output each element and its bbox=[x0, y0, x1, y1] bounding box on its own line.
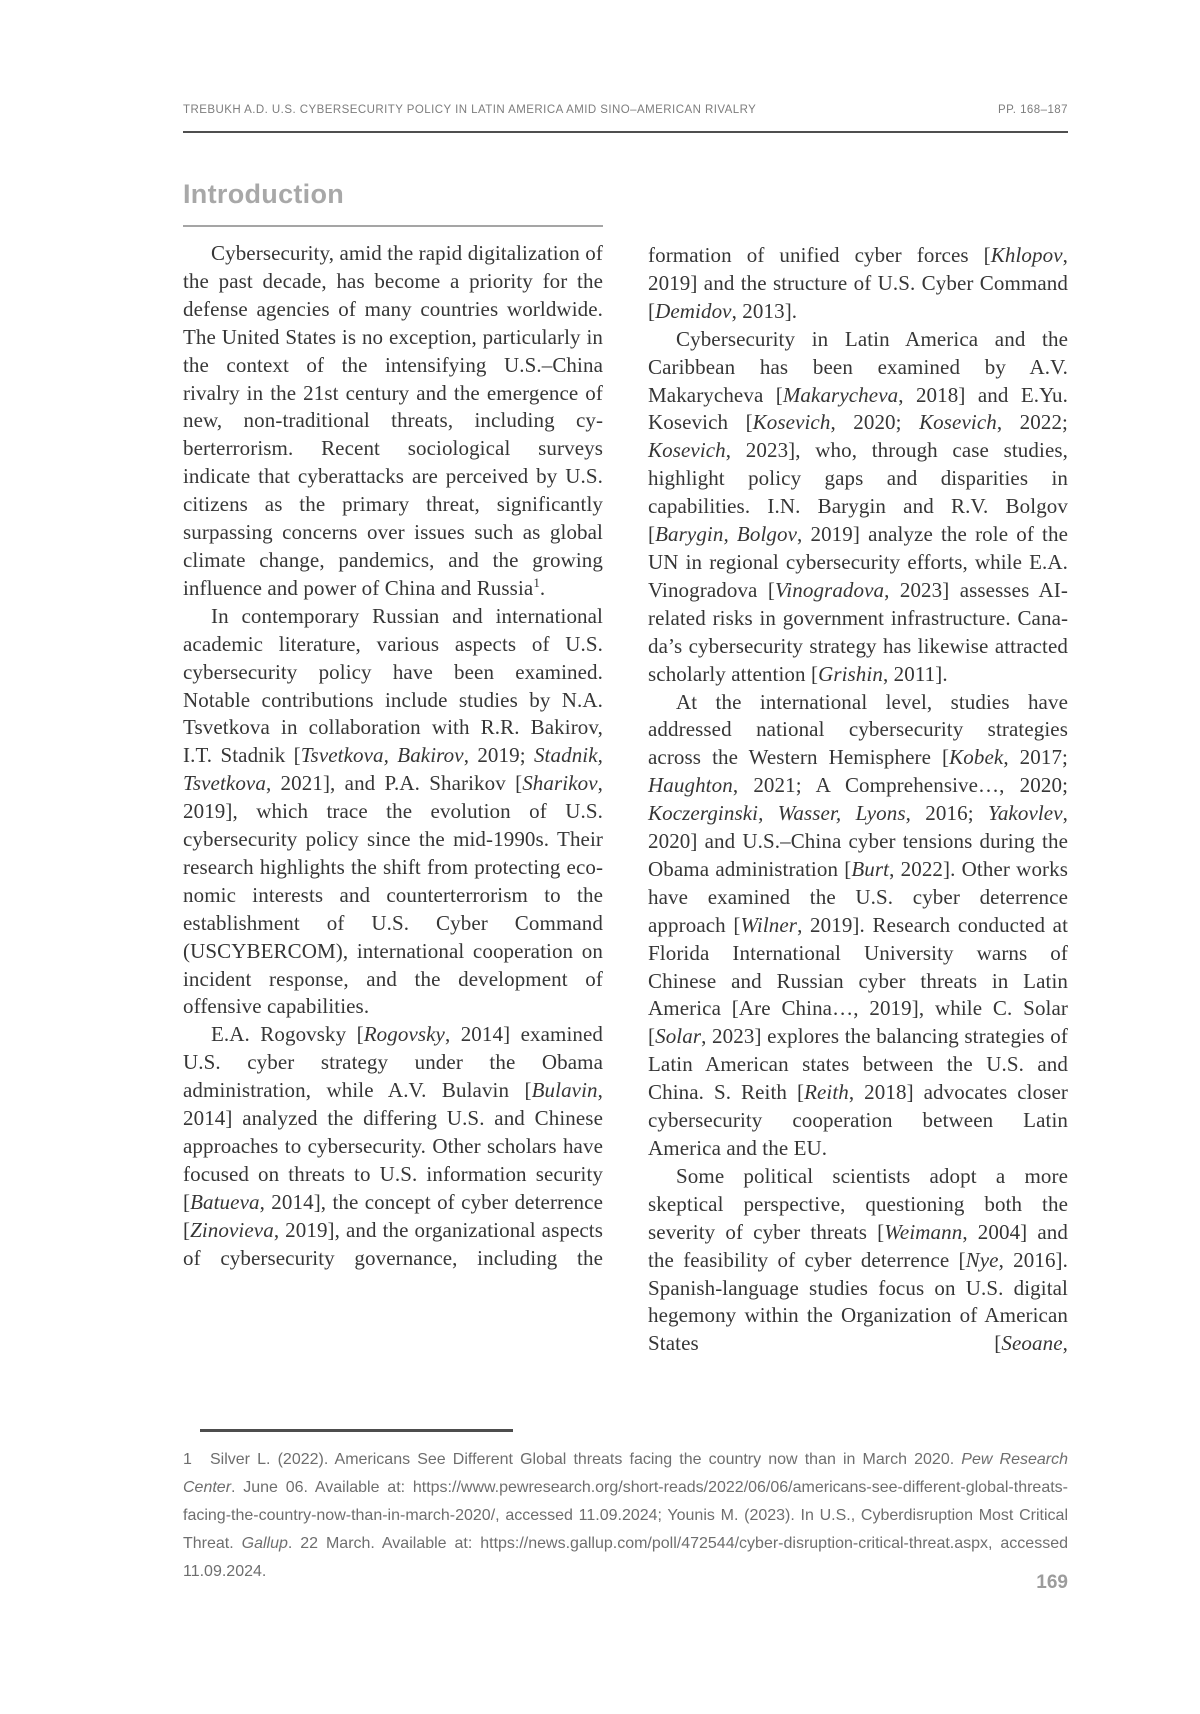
paragraph: In contemporary Russian and international academic literature, various aspects of U.S. cybersecurity policy have been examined. Notable contributions include studies by N.A. Tsvetkova in collaboration with R.R. Bakirov, I.T. Stadnik [Tsvetkova, Bakirov, 2019; Stadnik, Tsvetkova, 2021], and P.A. Sharikov [Sharikov, 2019], which trace the evolution of U.S. cybersecurity policy since the mid-1990s. Their research highlights the shift from protecting economic interests and counterterrorism to the establishment of U.S. Cyber Command (USCYBERCOM), international cooperation on incident response, and the development of offensive capabilities. bbox=[183, 603, 603, 1019]
paragraph: E.A. Rogovsky [Rogovsky, 2014] examined U.S. cyber strategy under the Obama administration, while A.V. Bulavin [Bulavin, 2014] analyzed the differing U.S. and Chinese approaches to cybersecurity. Other scholars have focused on threats to U.S. information security [Batueva, 2014], the concept of cyber deterrence [Zinovieva, 2019], and the organizational aspects of cybersecurity governance, including the bbox=[183, 1022, 603, 1270]
paragraph-container-right bbox=[648, 242, 1068, 1358]
paragraph-container-left bbox=[183, 240, 603, 1273]
header-rule bbox=[183, 131, 1068, 133]
article-body bbox=[183, 178, 1068, 1358]
page-header bbox=[183, 104, 1068, 116]
column-right bbox=[648, 178, 1068, 1358]
column-left bbox=[183, 178, 603, 1358]
paragraph: At the international level, studies have addressed national cybersecurity strategies across the Western Hemisphere [Kobek, 2017; Haughton, 2021; A Comprehensive…, 2020; Koczerginski, Wasser, Lyons, 2016; Yakovlev, 2020] and U.S.–China cyber tensions during the Obama administration [Burt, 2022]. Other works have examined the U.S. cyber deterrence approach [Wilner, 2019]. Research conducted at Florida International University warns of Chinese and Russian cyber threats in Latin America [Are China…, 2019], while C. Solar [Solar, 2023] explores the balancing strategies of Latin American states between the U.S. and China. S. Reith [Reith, 2018] advocates closer cybersecurity cooperation between Latin America and the EU. bbox=[648, 689, 1069, 1160]
footnote-separator bbox=[200, 1429, 513, 1432]
footnote-marker: 1 bbox=[183, 1451, 192, 1468]
paragraph: formation of unified cyber forces [Khlopov, 2019] and the structure of U.S. Cyber Command [Demidov, 2013]. bbox=[648, 243, 1068, 323]
page-number: 169 bbox=[1036, 1572, 1068, 1593]
running-head: TREBUKH A.D. U.S. CYBERSECURITY POLICY IN LATIN AMERICA AMID SINO–AMERICAN RIVALRY bbox=[183, 104, 757, 116]
paragraph: Cybersecurity, amid the rapid digitalization of the past decade, has become a priority for the defense agencies of many countries worldwide. The United States is no exception, particularly in the context of the intensifying U.S.–China rivalry in the 21st century and the emergence of new, non-traditional threats, including cyberterrorism. Recent sociological surveys indicate that cyberattacks are perceived by U.S. citizens as the primary threat, significantly surpassing concerns over issues such as global climate change, pandemics, and the growing influence and power of China and Russia$^1$. bbox=[183, 241, 603, 600]
section-title-rule bbox=[183, 225, 603, 227]
section-title: Introduction bbox=[183, 179, 345, 209]
footnote bbox=[183, 1446, 1068, 1586]
page-range-label: PP. 168–187 bbox=[998, 104, 1068, 116]
paragraph: Cybersecurity in Latin America and the Caribbean has been examined by A.V. Makarycheva [Makarycheva, 2018] and E.Yu. Kosevich [Kosevich, 2020; Kosevich, 2022; Kosevich, 2023], who, through case studies, highlight policy gaps and disparities in capabilities. I.N. Barygin and R.V. Bolgov [Barygin, Bolgov, 2019] analyze the role of the UN in regional cybersecurity efforts, while E.A. Vinogradova [Vinogradova, 2023] assesses AI-related risks in government infrastructure. Canada’s cybersecurity strategy has likewise attracted scholarly attention [Grishin, 2011]. bbox=[648, 326, 1068, 686]
paragraph: Some political scientists adopt a more skeptical perspective, questioning both the severity of cyber threats [Weimann, 2004] and the feasibility of cyber deterrence [Nye, 2016]. Spanish-language studies focus on U.S. digital hegemony within the Organization of American States [Seoane, bbox=[648, 1163, 1068, 1356]
footnote-text: Silver L. (2022). Americans See Different Global threats facing the country now than in March 2020. Pew Research Center. June 06. Available at: https://www.pewresearch.org/short-reads/2022/06/06/americans-see-different-global-threats-facing-the-country-now-than-in-march-2020/, accessed 11.09.2024; Younis M. (2023). In U.S., Cyberdisruption Most Critical Threat. Gallup. 22 March. Available at: https://news.gallup.com/poll/472544/cyber-disruption-critical-threat.aspx, accessed 11.09.2024. bbox=[183, 1451, 1068, 1580]
